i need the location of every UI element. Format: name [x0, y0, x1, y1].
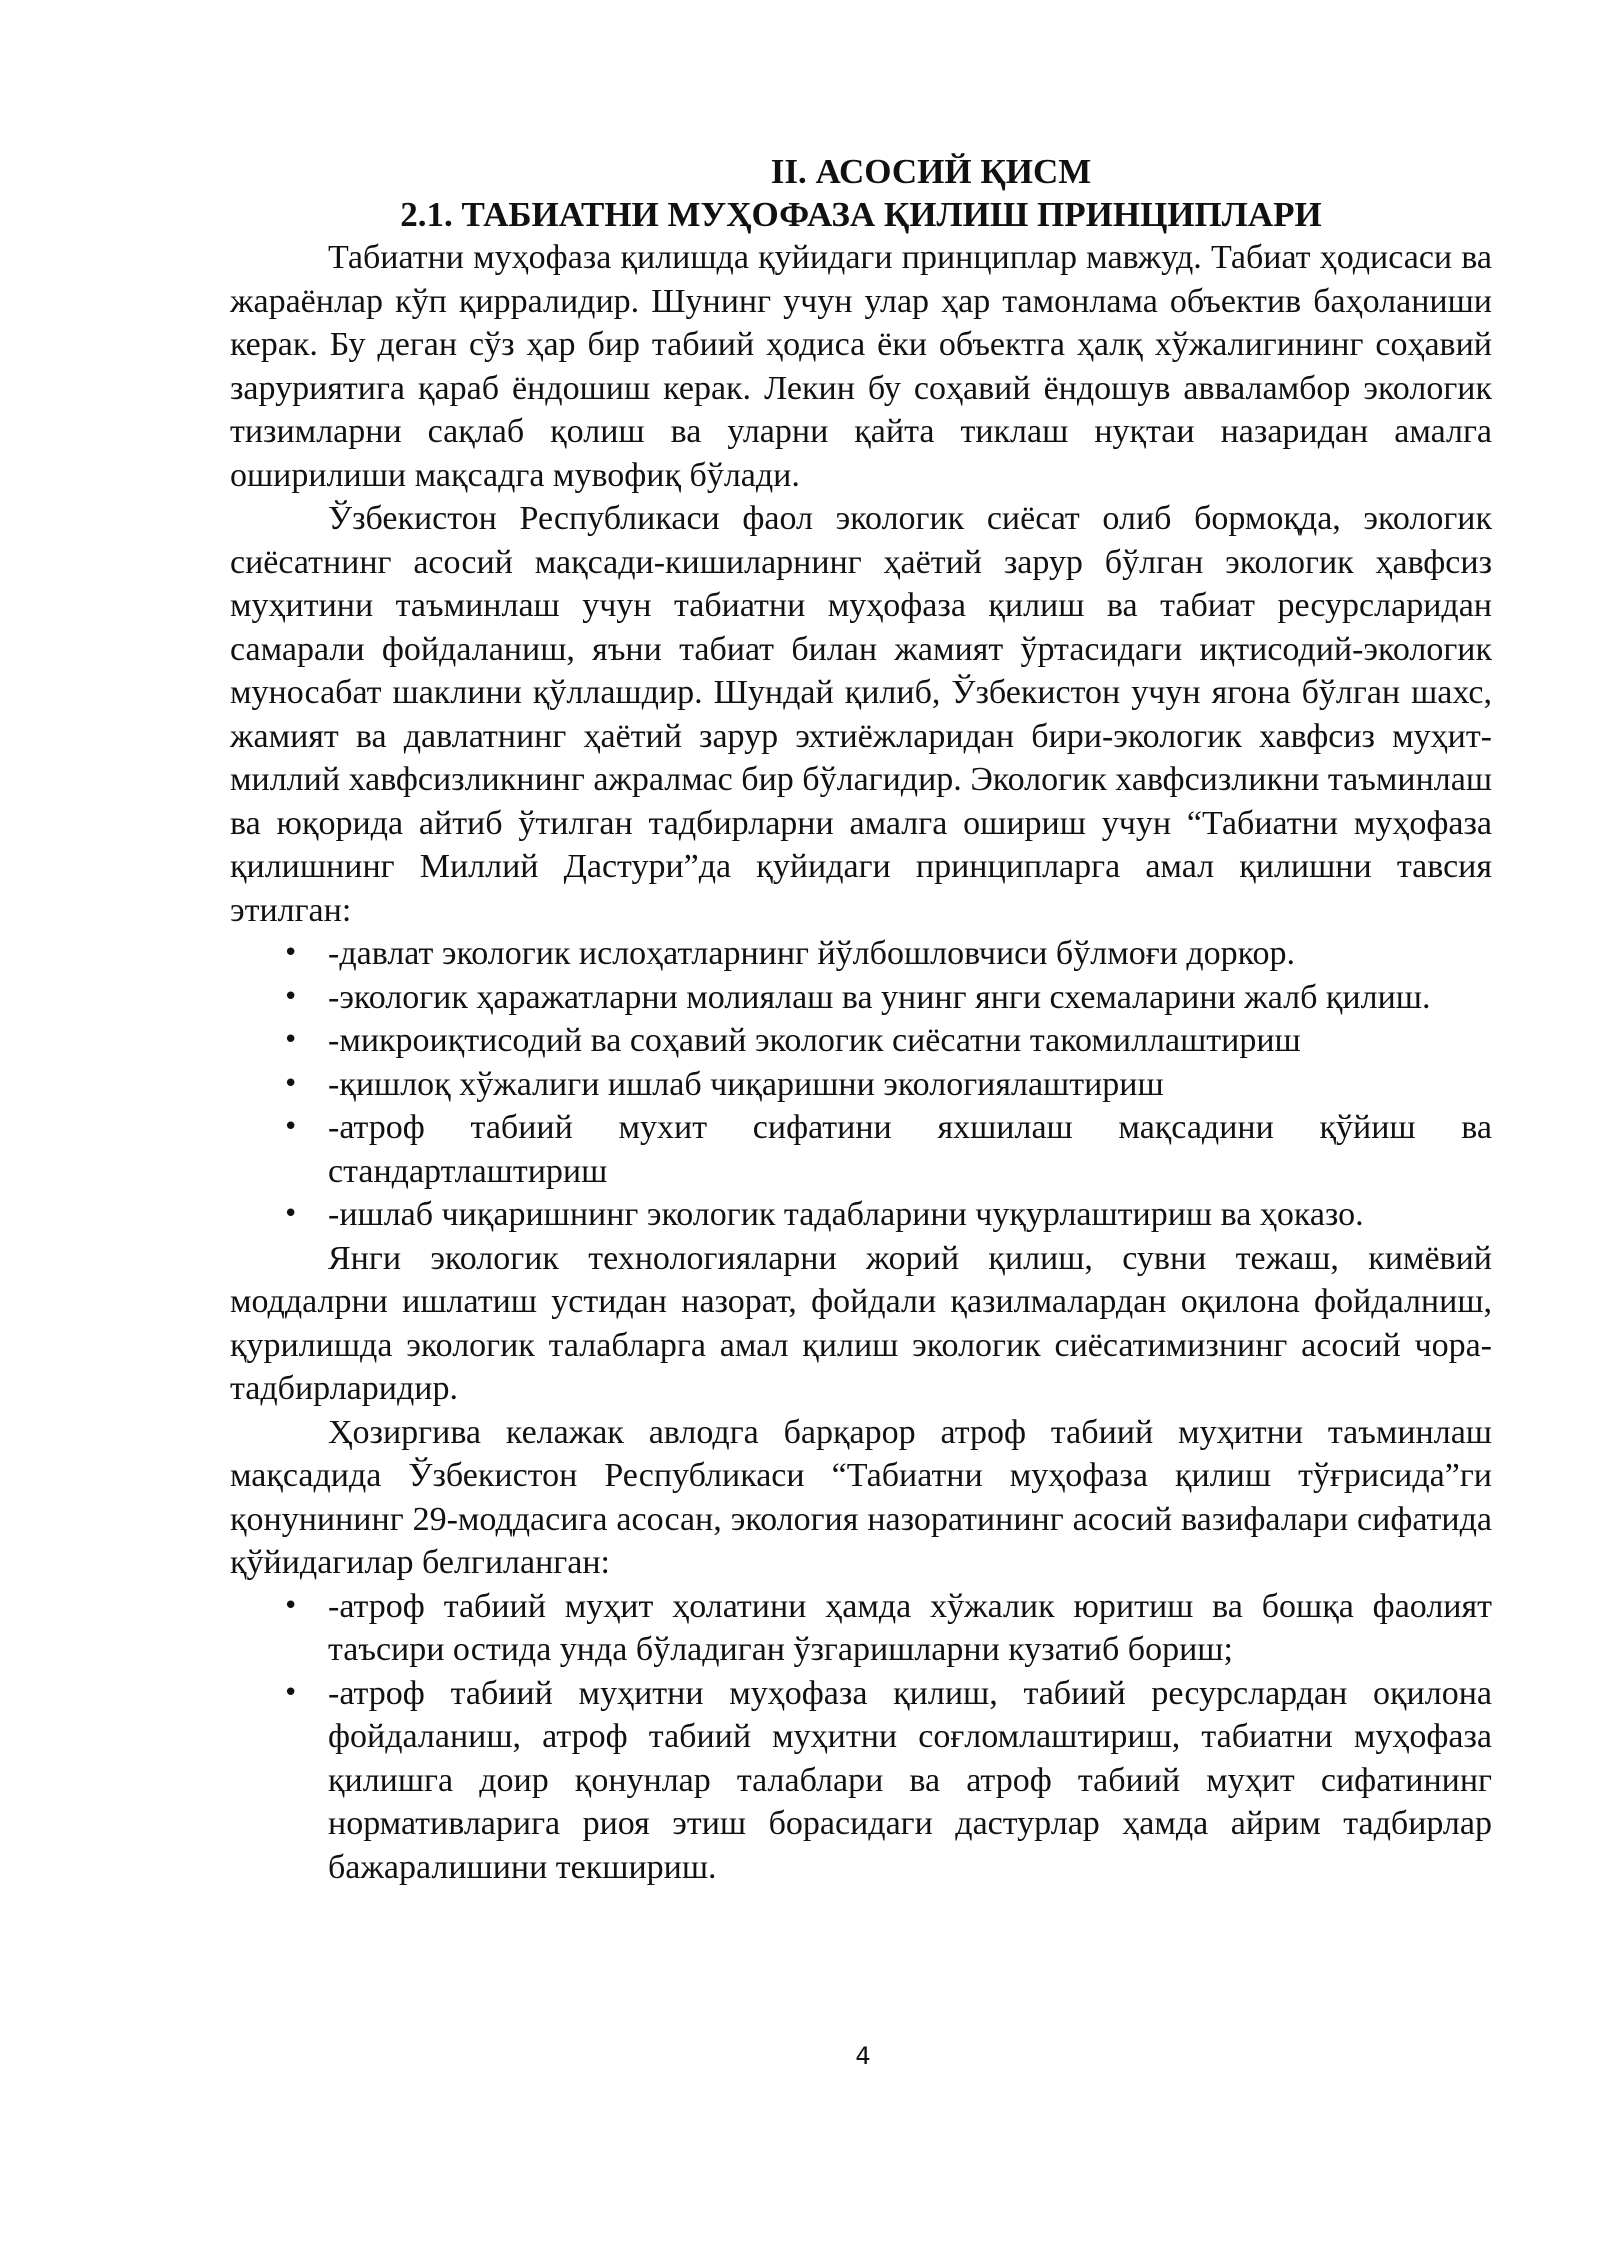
list-item-text: -давлат экологик ислоҳатларнинг йўлбошловчиси бўлмоғи доркор.: [328, 935, 1295, 972]
list-item: [230, 976, 1492, 1020]
part-heading: II. АСОСИЙ ҚИСМ: [770, 152, 1092, 191]
page-number: 4: [855, 2042, 871, 2070]
paragraph-3: Янги экологик технологияларни жорий қилиш, сувни тежаш, кимёвий моддалрни ишлатиш устидан назорат, фойдали қазилмалардан оқилона фойдалниш, қурилишда экологик талабларга амал қилиш экологик сиёсатимизнинг асосий чора-тадбирларидир.: [230, 1239, 1492, 1407]
bullet-icon: •: [283, 1590, 299, 1621]
list-item: [230, 1106, 1492, 1193]
list-item: [230, 1585, 1492, 1672]
list-item-text: -атроф табиий муҳитни муҳофаза қилиш, табиий ресурслардан оқилона фойдаланиш, атроф табиий муҳитни соғломлаштириш, табиатни муҳофаза қилишга доир қонунлар талаблари ва атроф табиий муҳит сифатининг нормативларига риоя этиш борасидаги дастурлар ҳамда айрим тадбирлар бажаралишини текшириш.: [328, 1674, 1492, 1886]
list-item: [230, 1019, 1492, 1063]
bullet-icon: •: [283, 1068, 299, 1099]
document-page: [230, 150, 1492, 1889]
list-item: [230, 932, 1492, 976]
paragraph-1: Табиатни муҳофаза қилишда қуйидаги принциплар мавжуд. Табиат ҳодисаси ва жараёнлар кўп қирралидир. Шунинг учун улар ҳар тамонлама объектив баҳоланиши керак. Бу деган сўз ҳар бир табиий ҳодиса ёки объектга ҳалқ хўжалигининг соҳавий заруриятига қараб ёндошиш керак. Лекин бу соҳавий ёндошув авваламбор экологик тизимларни сақлаб қолиш ва уларни қайта тиклаш нуқтаи назаридан амалга оширилиши мақсадга мувофиқ бўлади.: [230, 239, 1492, 494]
list-item-text: -микроиқтисодий ва соҳавий экологик сиёсатни такомиллаштириш: [328, 1022, 1301, 1059]
bullet-icon: •: [283, 1677, 299, 1708]
list-item: [230, 1063, 1492, 1107]
bullet-icon: •: [283, 1112, 299, 1142]
principles-list: [230, 932, 1492, 1237]
list-item: [230, 1193, 1492, 1237]
list-item-text: -атроф табиий муҳит ҳолатини ҳамда хўжалик юритиш ва бошқа фаолият таъсири остида унда бўладиган ўзгаришларни кузатиб бориш;: [328, 1587, 1492, 1668]
list-item-text: -атроф табиий мухит сифатини яхшилаш мақсадини қўйиш ва стандартлаштириш: [328, 1109, 1492, 1190]
list-item-text: -қишлоқ хўжалиги ишлаб чиқаришни экологиялаштириш: [328, 1065, 1164, 1103]
bullet-icon: •: [283, 1199, 299, 1229]
list-item: [230, 1672, 1492, 1890]
section-heading: 2.1. ТАБИАТНИ МУҲОФАЗА ҚИЛИШ ПРИНЦИПЛАРИ: [400, 195, 1322, 234]
bullet-icon: •: [283, 1025, 299, 1055]
list-item-text: -экологик ҳаражатларни молиялаш ва унинг янги схемаларини жалб қилиш.: [328, 978, 1431, 1016]
bullet-icon: •: [283, 938, 299, 968]
tasks-list: [230, 1585, 1492, 1890]
paragraph-2: Ўзбекистон Республикаси фаол экологик сиёсат олиб бормоқда, экологик сиёсатнинг асосий мақсади-кишиларнинг ҳаётий зарур бўлган экологик ҳавфсиз муҳитини таъминлаш учун табиатни муҳофаза қилиш ва табиат ресурсларидан самарали фойдаланиш, яъни табиат билан жамият ўртасидаги иқтисодий-экологик муносабат шаклини қўллашдир. Шундай қилиб, Ўзбекистон учун ягона бўлган шахс, жамият ва давлатнинг ҳаётий зарур эхтиёжларидан бири-экологик хавфсиз муҳит-миллий хавфсизликнинг ажралмас бир бўлагидир. Экологик хавфсизликни таъминлаш ва юқорида айтиб ўтилган тадбирларни амалга ошириш учун “Табиатни муҳофаза қилишнинг Миллий Дастури”да қуйидаги принципларга амал қилишни тавсия этилган:: [230, 500, 1492, 929]
paragraph-4: Ҳозиргива келажак авлодга барқарор атроф табиий муҳитни таъминлаш мақсадида Ўзбекистон Республикаси “Табиатни муҳофаза қилиш тўғрисида”ги қонунининг 29-моддасига асосан, экология назоратининг асосий вазифалари сифатида қўйидагилар белгиланган:: [230, 1413, 1492, 1581]
bullet-icon: •: [283, 981, 299, 1012]
list-item-text: -ишлаб чиқаришнинг экологик тадабларини чуқурлаштириш ва ҳоказо.: [328, 1196, 1364, 1233]
